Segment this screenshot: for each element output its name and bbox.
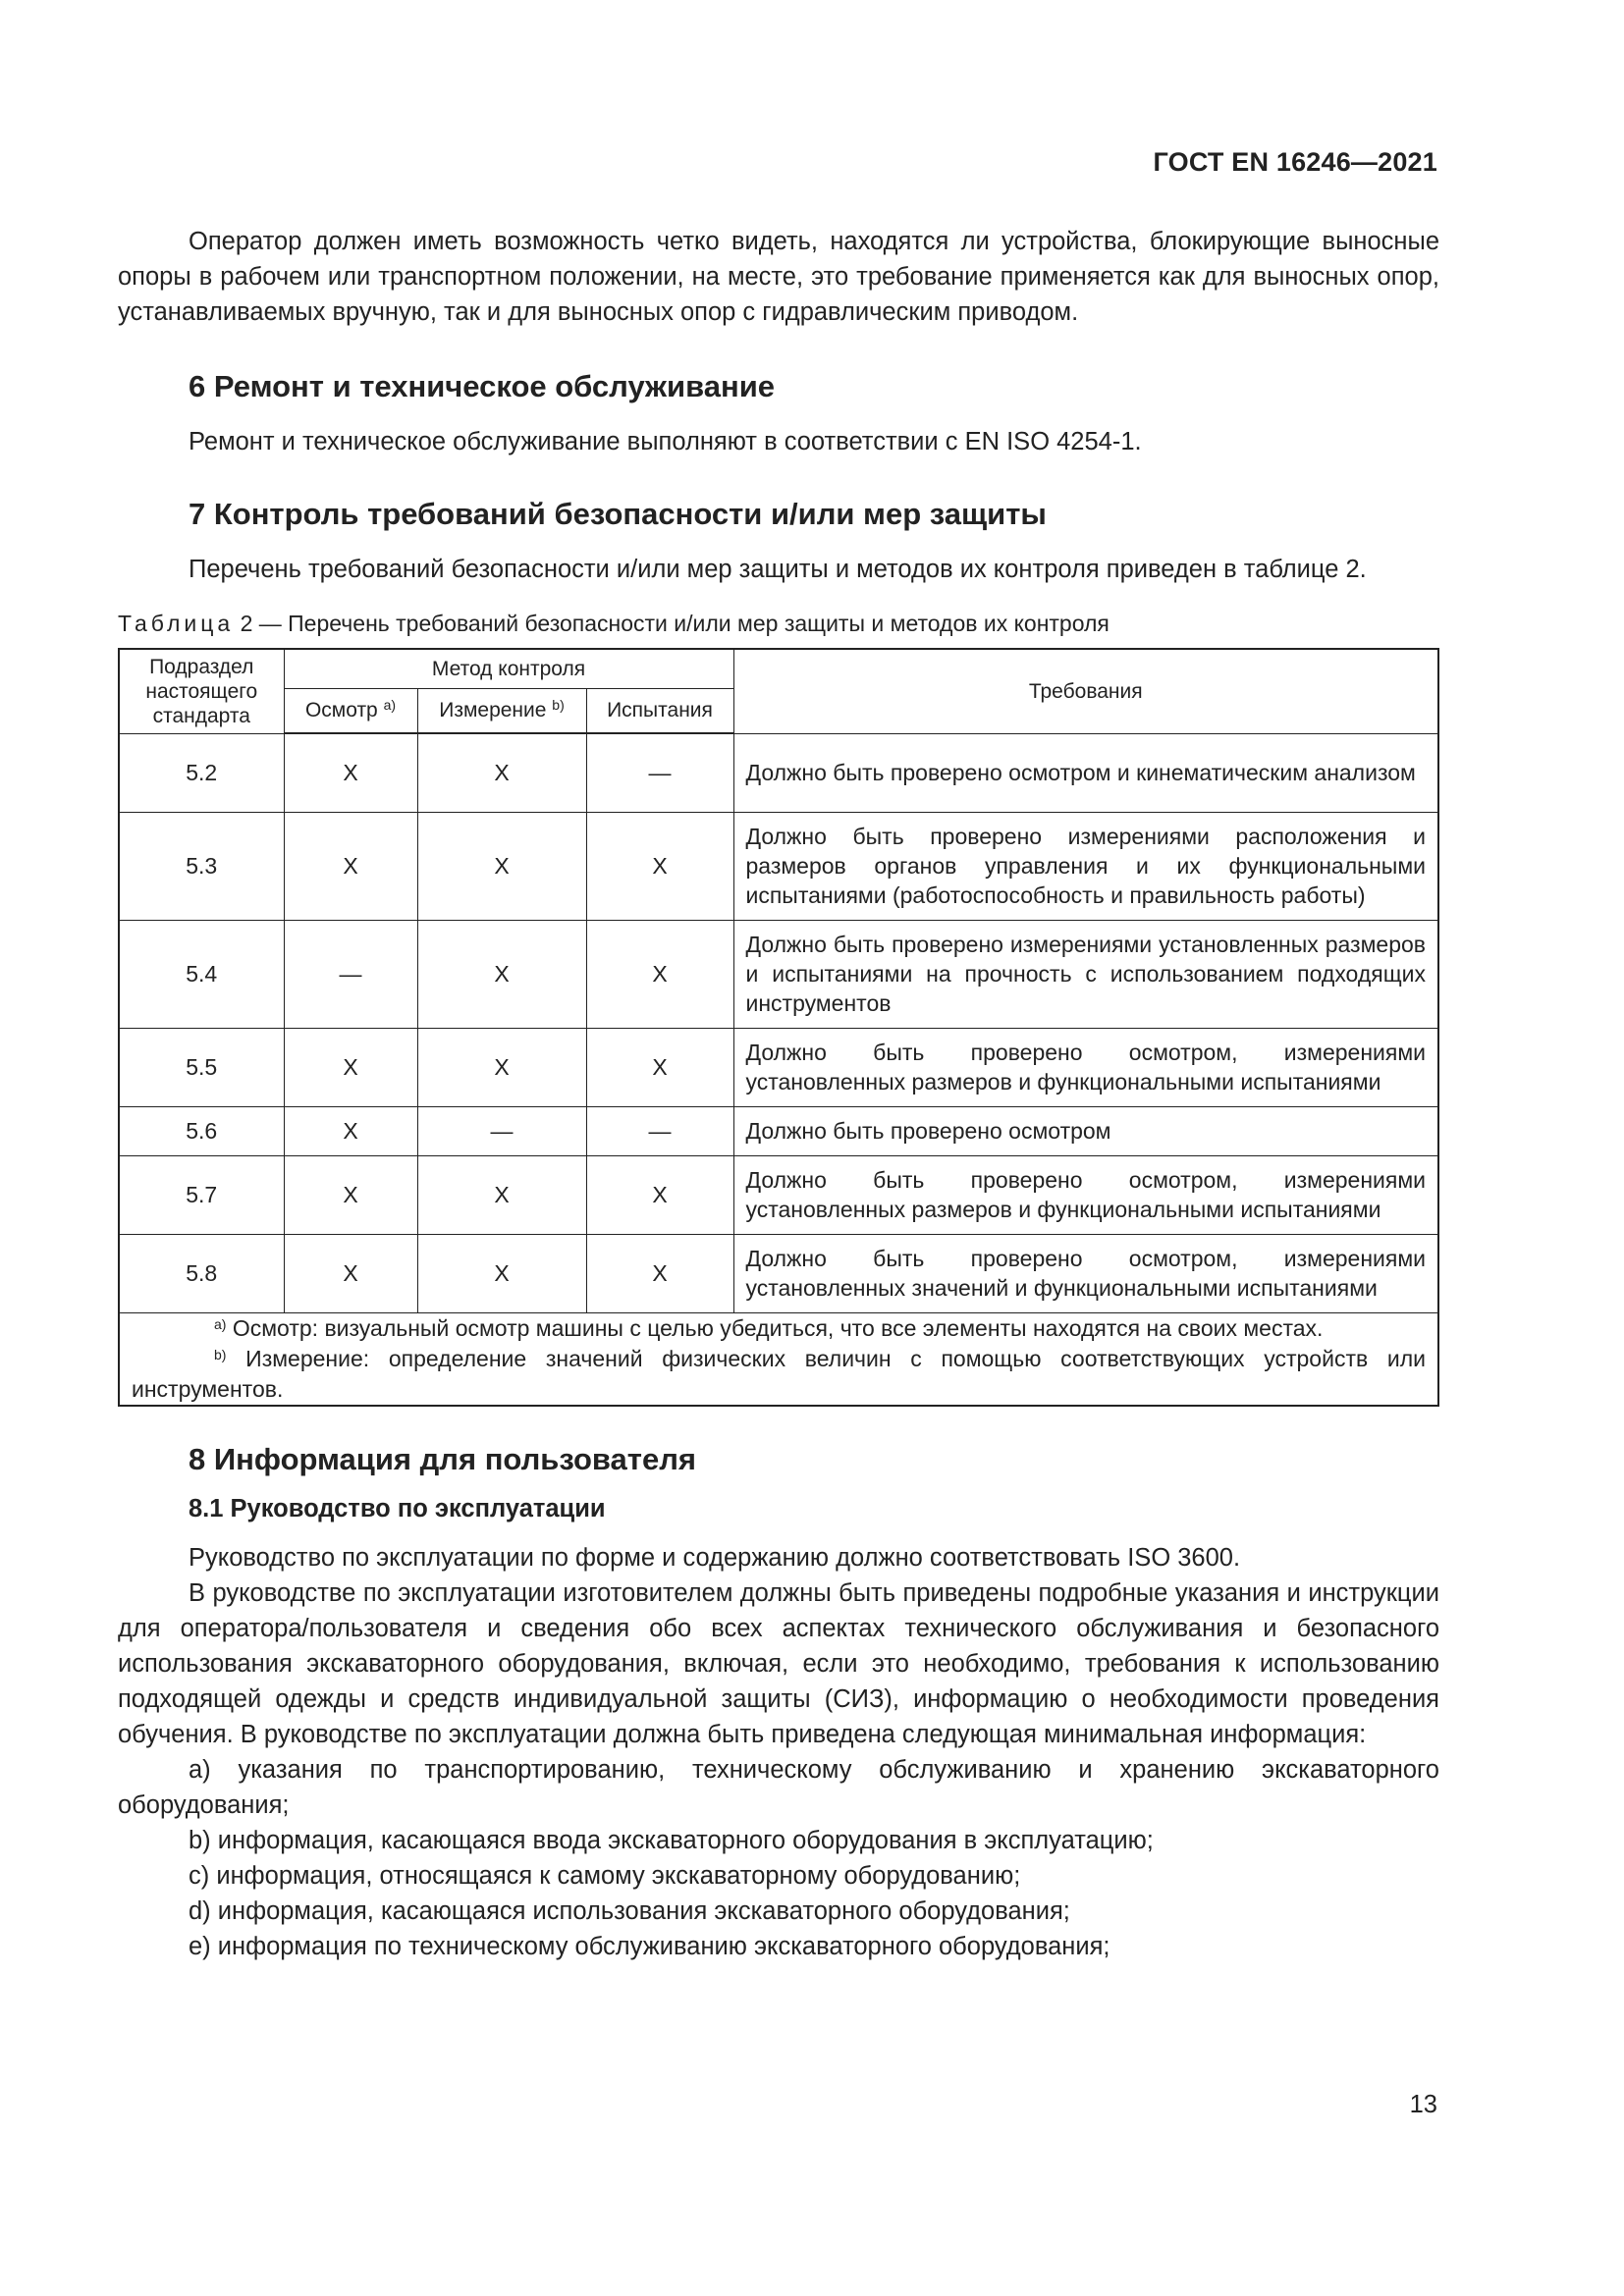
table-row: [119, 1028, 1438, 1106]
section-6-text: Ремонт и техническое обслуживание выполняют в соответствии с EN ISO 4254-1.: [189, 428, 1142, 455]
table-row: [119, 812, 1438, 920]
cell-inspection: X: [284, 733, 417, 812]
cell-measurement: —: [417, 1106, 586, 1155]
table-row: [119, 733, 1438, 812]
table-caption-text: 2 — Перечень требований безопасности и/или мер защиты и методов их контроля: [240, 611, 1110, 636]
list-item: b) информация, касающаяся ввода экскаваторного оборудования в эксплуатацию;: [189, 1826, 1154, 1854]
cell-testing: X: [586, 1155, 733, 1234]
cell-measurement: X: [417, 1028, 586, 1106]
section-8-paragraph-2: В руководстве по эксплуатации изготовителем должны быть приведены подробные указания и инструкции для оператора/пользователя и сведения обо всех аспектах технического обслуживания и безопасного использования экскаваторного оборудования, включая, если это необходимо, требования к использованию подходящей одежды и средств индивидуальной защиты (СИЗ), информацию о необходимости проведения обучения. В руководстве по эксплуатации должна быть приведена следующая минимальная информация:: [118, 1578, 1439, 1748]
cell-testing: X: [586, 1234, 733, 1312]
cell-measurement: X: [417, 812, 586, 920]
section-6-heading: 6 Ремонт и техническое обслуживание: [189, 369, 776, 403]
cell-testing: —: [586, 1106, 733, 1155]
page-number: 13: [1409, 2091, 1437, 2118]
cell-measurement: X: [417, 1155, 586, 1234]
header-inspection: [284, 688, 417, 733]
table-row: [119, 920, 1438, 1028]
footnote-mark: a): [214, 1315, 227, 1332]
list-item: c) информация, относящаяся к самому экскаваторному оборудованию;: [189, 1861, 1021, 1890]
footnote-mark: a): [383, 697, 397, 714]
cell-requirement: Должно быть проверено осмотром: [733, 1106, 1438, 1155]
cell-requirement: Должно быть проверено осмотром и кинематическим анализом: [733, 733, 1438, 812]
cell-testing: —: [586, 733, 733, 812]
table-caption: [118, 609, 1439, 638]
cell-measurement: X: [417, 1234, 586, 1312]
cell-subsection: 5.6: [119, 1106, 284, 1155]
table-footnotes: [119, 1312, 1438, 1406]
list-item: d) информация, касающаяся использования экскаваторного оборудования;: [189, 1896, 1070, 1925]
cell-subsection: 5.7: [119, 1155, 284, 1234]
cell-subsection: 5.4: [119, 920, 284, 1028]
page-content: [118, 224, 1439, 1964]
footnote-a: [132, 1313, 1426, 1344]
header-measurement: [417, 688, 586, 733]
list-item: a) указания по транспортированию, техническому обслуживанию и хранению экскаваторного оборудования;: [118, 1755, 1439, 1819]
cell-testing: X: [586, 920, 733, 1028]
footnote-mark: b): [214, 1346, 227, 1362]
cell-subsection: 5.5: [119, 1028, 284, 1106]
header-requirements: Требования: [733, 649, 1438, 733]
info-list: [118, 1752, 1439, 1964]
cell-inspection: X: [284, 1155, 417, 1234]
cell-measurement: X: [417, 733, 586, 812]
subsection-8-1-heading: 8.1 Руководство по эксплуатации: [189, 1494, 606, 1522]
cell-requirement: Должно быть проверено осмотром, измерениями установленных значений и функциональными испытаниями: [733, 1234, 1438, 1312]
table-row: [119, 1155, 1438, 1234]
cell-requirement: Должно быть проверено измерениями установленных размеров и испытаниями на прочность с использованием подходящих инструментов: [733, 920, 1438, 1028]
cell-testing: X: [586, 812, 733, 920]
footnote-b: [132, 1344, 1426, 1405]
cell-inspection: X: [284, 1106, 417, 1155]
footnote-text: Измерение: определение значений физических величин с помощью соответствующих устройств или инструментов.: [132, 1345, 1426, 1402]
section-8-heading: 8 Информация для пользователя: [189, 1441, 696, 1476]
cell-requirement: Должно быть проверено измерениями расположения и размеров органов управления и их функциональными испытаниями (работоспособность и правильность работы): [733, 812, 1438, 920]
section-8-paragraph-1: Руководство по эксплуатации по форме и содержанию должно соответствовать ISO 3600.: [189, 1543, 1241, 1572]
cell-subsection: 5.8: [119, 1234, 284, 1312]
cell-requirement: Должно быть проверено осмотром, измерениями установленных размеров и функциональными испытаниями: [733, 1155, 1438, 1234]
header-inspection-label: Осмотр: [304, 699, 378, 722]
cell-subsection: 5.2: [119, 733, 284, 812]
cell-inspection: X: [284, 1234, 417, 1312]
header-method: Метод контроля: [284, 649, 733, 688]
requirements-table: [118, 648, 1439, 1407]
table-caption-label: Таблица: [118, 611, 235, 636]
cell-measurement: X: [417, 920, 586, 1028]
table-row: [119, 1106, 1438, 1155]
cell-testing: X: [586, 1028, 733, 1106]
table-row: [119, 1234, 1438, 1312]
header-measurement-label: Измерение: [439, 699, 547, 722]
cell-inspection: X: [284, 812, 417, 920]
footnote-mark: b): [552, 697, 565, 714]
cell-requirement: Должно быть проверено осмотром, измерениями установленных размеров и функциональными испытаниями: [733, 1028, 1438, 1106]
header-testing: Испытания: [586, 688, 733, 733]
cell-inspection: —: [284, 920, 417, 1028]
header-subsection: Подраздел настоящего стандарта: [119, 649, 284, 733]
intro-paragraph: Оператор должен иметь возможность четко видеть, находятся ли устройства, блокирующие выносные опоры в рабочем или транспортном положении, на месте, это требование применяется как для выносных опор, устанавливаемых вручную, так и для выносных опор с гидравлическим приводом.: [118, 228, 1439, 326]
section-7-text: Перечень требований безопасности и/или мер защиты и методов их контроля приведен в таблице 2.: [189, 556, 1367, 583]
document-code-header: ГОСТ EN 16246—2021: [1153, 147, 1437, 177]
cell-subsection: 5.3: [119, 812, 284, 920]
footnote-text: Осмотр: визуальный осмотр машины с целью убедиться, что все элементы находятся на своих местах.: [232, 1314, 1324, 1341]
cell-inspection: X: [284, 1028, 417, 1106]
section-7-heading: 7 Контроль требований безопасности и/или мер защиты: [189, 497, 1047, 531]
list-item: e) информация по техническому обслуживанию экскаваторного оборудования;: [189, 1932, 1110, 1960]
